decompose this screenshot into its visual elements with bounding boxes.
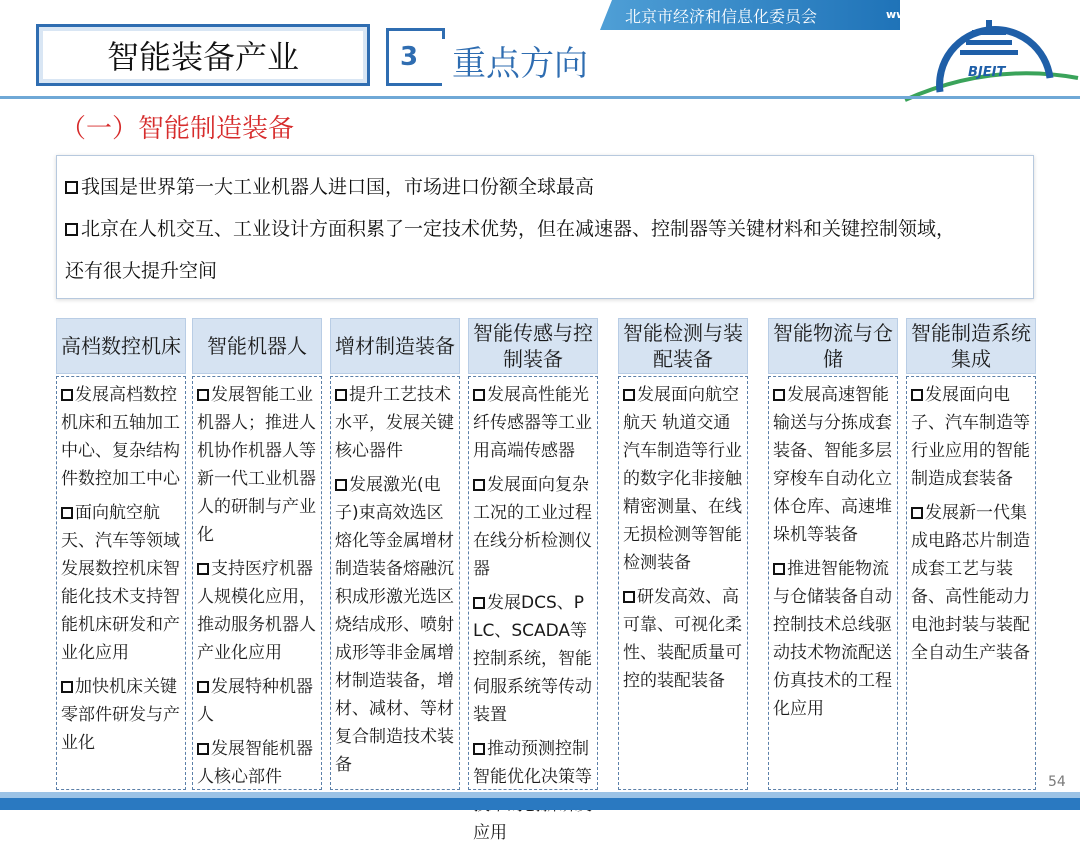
bullet-text: 加快机床关键零部件研发与产业化 [61, 677, 180, 753]
checkbox-bullet-icon [473, 743, 485, 755]
checkbox-bullet-icon [473, 479, 485, 491]
column-body [330, 376, 460, 790]
bullet-item [473, 589, 593, 729]
page-number: 54 [1048, 774, 1066, 790]
footer-band [0, 798, 1080, 810]
section-number: 3 [400, 42, 419, 72]
checkbox-bullet-icon [61, 681, 73, 693]
bullet-text: 发展新一代集成电路芯片制造成套工艺与装备、高性能动力电池封装与装配全自动生产装备 [911, 503, 1030, 663]
bullet-item [623, 583, 743, 695]
checkbox-bullet-icon [335, 389, 347, 401]
direction-column [468, 318, 598, 843]
bullet-item [61, 499, 181, 667]
column-heading: 智能传感与控制装备 [468, 318, 598, 374]
bullet-item [335, 381, 455, 465]
bullet-text: 提升工艺技术水平，发展关键核心器件 [335, 385, 454, 461]
direction-column [768, 318, 898, 790]
bullet-text: 支持医疗机器人规模化应用，推动服务机器人产业化应用 [197, 559, 316, 663]
column-heading: 智能物流与仓储 [768, 318, 898, 374]
checkbox-bullet-icon [911, 507, 923, 519]
org-url-fragment: ww [886, 8, 907, 21]
section-title: （一）智能制造装备 [60, 114, 295, 144]
logo-text: BJEIT [968, 65, 1006, 80]
checkbox-bullet-icon [473, 389, 485, 401]
column-body [56, 376, 186, 790]
column-heading: 智能制造系统集成 [906, 318, 1036, 374]
checkbox-bullet-icon [65, 181, 78, 194]
checkbox-bullet-icon [773, 389, 785, 401]
bullet-text: 发展DCS、PLC、SCADA等控制系统，智能伺服系统等传动装置 [473, 593, 592, 725]
org-name: 北京市经济和信息化委员会 [625, 7, 818, 26]
column-heading: 增材制造装备 [330, 318, 460, 374]
bullet-item [473, 381, 593, 465]
bullet-item [335, 471, 455, 779]
checkbox-bullet-icon [473, 597, 485, 609]
summary-continuation: 还有很大提升空间 [65, 260, 218, 282]
checkbox-bullet-icon [197, 743, 209, 755]
direction-column [330, 318, 460, 790]
section-label: 重点方向 [452, 44, 588, 84]
column-heading: 智能检测与装配装备 [618, 318, 748, 374]
bullet-item [911, 499, 1031, 667]
direction-column [618, 318, 748, 790]
direction-column [906, 318, 1036, 790]
bullet-text: 发展特种机器人 [197, 677, 313, 725]
checkbox-bullet-icon [335, 479, 347, 491]
column-body [192, 376, 322, 790]
bullet-text: 发展面向复杂工况的工业过程在线分析检测仪器 [473, 475, 592, 579]
column-body [618, 376, 748, 790]
checkbox-bullet-icon [197, 681, 209, 693]
bullet-item [61, 381, 181, 493]
checkbox-bullet-icon [623, 389, 635, 401]
checkbox-bullet-icon [197, 563, 209, 575]
bjeit-logo-icon [900, 0, 1080, 104]
bullet-text: 推动预测控制智能优化决策等 应用 [473, 739, 592, 843]
column-body [768, 376, 898, 790]
bullet-item [197, 555, 317, 667]
checkbox-bullet-icon [61, 507, 73, 519]
summary-text: 我国是世界第一大工业机器人进口国，市场进口份额全球最高 [81, 176, 595, 198]
bullet-text: 推进智能物流与仓储装备自动控制技术总线驱动技术物流配送仿真技术的工程化应用 [773, 559, 892, 719]
bullet-text: 发展面向电子、汽车制造等行业应用的智能制造成套装备 [911, 385, 1030, 489]
header-divider [0, 96, 1080, 99]
checkbox-bullet-icon [911, 389, 923, 401]
summary-point [65, 216, 955, 242]
bullet-text: 发展激光(电子)束高效选区熔化等金属增材制造装备熔融沉积成形激光选区烧结成形、喷射成形等非金属增材制造装备，增材、减材、等材复合制造技术装备 [335, 475, 454, 775]
bullet-item [773, 555, 893, 723]
bullet-text: 发展面向航空航天 轨道交通汽车制造等行业的数字化非接触精密测量、在线无损检测等智能检测装备 [623, 385, 742, 573]
bullet-item [197, 673, 317, 729]
checkbox-bullet-icon [623, 591, 635, 603]
column-heading: 高档数控机床 [56, 318, 186, 374]
column-heading: 智能机器人 [192, 318, 322, 374]
checkbox-bullet-icon [61, 389, 73, 401]
direction-column [192, 318, 322, 790]
direction-column [56, 318, 186, 790]
summary-point [65, 174, 594, 200]
bullet-text: 发展智能机器人核心部件 [197, 739, 313, 787]
bullet-item [623, 381, 743, 577]
bullet-item [61, 673, 181, 757]
bullet-item [197, 381, 317, 549]
checkbox-bullet-icon [197, 389, 209, 401]
bullet-item [473, 735, 593, 847]
column-body [468, 376, 598, 843]
bullet-item [473, 471, 593, 583]
bullet-text: 发展高性能光纤传感器等工业用高端传感器 [473, 385, 592, 461]
bullet-text: 发展高档数控机床和五轴加工中心、复杂结构件数控加工中心 [61, 385, 180, 489]
bullet-item [911, 381, 1031, 493]
checkbox-bullet-icon [773, 563, 785, 575]
bullet-text: 发展智能工业机器人；推进人机协作机器人等新一代工业机器人的研制与产业化 [197, 385, 316, 545]
bullet-text: 发展高速智能输送与分拣成套装备、智能多层穿梭车自动化立体仓库、高速堆垛机等装备 [773, 385, 892, 545]
bullet-text: 研发高效、高可靠、可视化柔性、装配质量可控的装配装备 [623, 587, 742, 691]
checkbox-bullet-icon [65, 223, 78, 236]
column-body [906, 376, 1036, 790]
bullet-item [773, 381, 893, 549]
slide-title-box [36, 24, 370, 86]
summary-text: 北京在人机交互、工业设计方面积累了一定技术优势，但在减速器、控制器等关键材料和关键控制领域， [81, 218, 956, 240]
summary-box [56, 155, 1034, 299]
bullet-item [197, 735, 317, 791]
bullet-text: 面向航空航天、汽车等领域发展数控机床智能化技术支持智能机床研发和产业化应用 [61, 503, 180, 663]
slide-title: 智能装备产业 [106, 38, 299, 76]
